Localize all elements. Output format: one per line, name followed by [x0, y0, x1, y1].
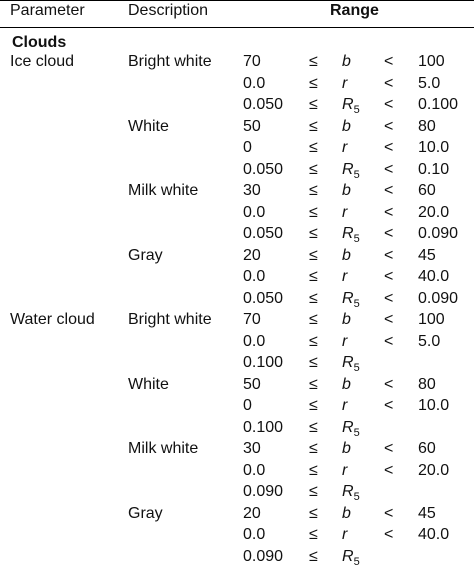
description-cell: Gray	[128, 504, 163, 522]
variable-symbol: R	[342, 354, 354, 371]
variable-cell	[342, 266, 347, 288]
lower-operator-cell: ≤	[309, 117, 318, 135]
variable-symbol: r	[342, 332, 348, 350]
lower-operator-cell: ≤	[309, 397, 318, 414]
header-range: Range	[330, 2, 379, 19]
upper-bound-cell: 20.0	[418, 461, 450, 479]
upper-operator-cell: <	[384, 53, 394, 70]
variable-cell	[342, 223, 360, 245]
variable-symbol: b	[342, 311, 351, 328]
upper-operator-cell: <	[384, 117, 394, 135]
description-cell: Milk white	[128, 182, 199, 199]
upper-operator-cell: <	[384, 268, 394, 285]
upper-bound-cell: 100	[418, 311, 445, 328]
lower-operator-cell: ≤	[309, 504, 318, 522]
variable-cell	[342, 51, 351, 73]
variable-cell	[342, 288, 360, 310]
lower-bound-cell: 0	[243, 139, 252, 156]
parameter-cell: Ice cloud	[10, 53, 75, 70]
lower-operator-cell: ≤	[309, 289, 318, 307]
table-row	[0, 395, 474, 417]
table-row	[0, 288, 474, 310]
upper-operator-cell: <	[384, 397, 394, 414]
upper-bound-cell: 60	[418, 440, 436, 457]
variable-symbol: R	[342, 289, 354, 307]
variable-symbol: R	[342, 96, 354, 113]
variable-symbol: R	[342, 547, 354, 565]
variable-subscript: 5	[353, 362, 360, 374]
upper-bound-cell: 20.0	[418, 203, 450, 221]
lower-operator-cell: ≤	[309, 332, 318, 350]
variable-cell	[342, 73, 347, 95]
table-row	[0, 94, 474, 116]
description-cell: White	[128, 117, 169, 135]
upper-bound-cell: 5.0	[418, 332, 441, 350]
lower-operator-cell: ≤	[309, 160, 318, 178]
table-row	[0, 503, 474, 525]
upper-bound-cell: 40.0	[418, 268, 450, 285]
variable-symbol: r	[342, 203, 348, 221]
lower-bound-cell: 0.0	[243, 203, 266, 221]
variable-cell	[342, 159, 360, 181]
table-row	[0, 245, 474, 267]
variable-cell	[342, 438, 351, 460]
variable-cell	[342, 202, 347, 224]
variable-subscript: 5	[353, 233, 360, 245]
table-row	[0, 309, 474, 331]
upper-operator-cell: <	[384, 504, 394, 522]
table-row	[0, 546, 474, 568]
upper-operator-cell: <	[384, 74, 394, 92]
lower-operator-cell: ≤	[309, 461, 318, 479]
lower-operator-cell: ≤	[309, 182, 318, 199]
lower-bound-cell: 20	[243, 246, 261, 264]
variable-symbol: b	[342, 504, 351, 522]
description-cell: Bright white	[128, 53, 212, 70]
description-cell: Gray	[128, 246, 163, 264]
upper-bound-cell: 40.0	[418, 526, 450, 543]
table-row	[0, 202, 474, 224]
lower-bound-cell: 0.0	[243, 526, 266, 543]
lower-operator-cell: ≤	[309, 74, 318, 92]
table-row	[0, 460, 474, 482]
variable-symbol: R	[342, 418, 354, 436]
variable-cell	[342, 481, 360, 503]
lower-bound-cell: 0.050	[243, 289, 284, 307]
table-row	[0, 417, 474, 439]
lower-operator-cell: ≤	[309, 526, 318, 543]
lower-operator-cell: ≤	[309, 246, 318, 264]
lower-bound-cell: 0.100	[243, 354, 284, 371]
variable-symbol: r	[342, 461, 348, 479]
description-cell: Milk white	[128, 440, 199, 457]
upper-operator-cell: <	[384, 440, 394, 457]
lower-bound-cell: 0.0	[243, 268, 266, 285]
upper-bound-cell: 10.0	[418, 139, 450, 156]
variable-symbol: R	[342, 225, 354, 242]
upper-bound-cell: 80	[418, 375, 436, 393]
variable-cell	[342, 137, 347, 159]
variable-cell	[342, 309, 351, 331]
lower-operator-cell: ≤	[309, 96, 318, 113]
lower-operator-cell: ≤	[309, 547, 318, 565]
variable-symbol: r	[342, 139, 348, 156]
variable-cell	[342, 395, 347, 417]
upper-bound-cell: 0.090	[418, 289, 459, 307]
lower-bound-cell: 70	[243, 311, 261, 328]
lower-operator-cell: ≤	[309, 440, 318, 457]
upper-operator-cell: <	[384, 203, 394, 221]
lower-bound-cell: 30	[243, 182, 261, 199]
table-row	[0, 524, 474, 546]
lower-bound-cell: 0.050	[243, 96, 284, 113]
upper-bound-cell: 100	[418, 53, 445, 70]
table-row	[0, 116, 474, 138]
upper-bound-cell: 0.090	[418, 225, 459, 242]
table-row	[0, 352, 474, 374]
upper-operator-cell: <	[384, 139, 394, 156]
upper-bound-cell: 5.0	[418, 74, 441, 92]
lower-operator-cell: ≤	[309, 53, 318, 70]
lower-operator-cell: ≤	[309, 483, 318, 500]
lower-bound-cell: 0.0	[243, 461, 266, 479]
description-cell: Bright white	[128, 311, 212, 328]
table-row	[0, 374, 474, 396]
table-row	[0, 73, 474, 95]
upper-bound-cell: 10.0	[418, 397, 450, 414]
lower-operator-cell: ≤	[309, 139, 318, 156]
variable-cell	[342, 245, 351, 267]
lower-operator-cell: ≤	[309, 375, 318, 393]
upper-bound-cell: 80	[418, 117, 436, 135]
variable-cell	[342, 524, 347, 546]
upper-bound-cell: 0.10	[418, 160, 450, 178]
variable-cell	[342, 352, 360, 374]
lower-operator-cell: ≤	[309, 311, 318, 328]
lower-bound-cell: 0.090	[243, 483, 284, 500]
lower-operator-cell: ≤	[309, 418, 318, 436]
lower-operator-cell: ≤	[309, 225, 318, 242]
variable-symbol: R	[342, 160, 354, 178]
variable-cell	[342, 374, 351, 396]
variable-cell	[342, 331, 347, 353]
variable-subscript: 5	[353, 297, 360, 310]
lower-bound-cell: 20	[243, 504, 261, 522]
upper-operator-cell: <	[384, 182, 394, 199]
variable-symbol: R	[342, 483, 354, 500]
variable-symbol: b	[342, 375, 351, 393]
variable-cell	[342, 94, 360, 116]
variable-cell	[342, 417, 360, 439]
group-label-clouds: Clouds	[12, 34, 67, 51]
lower-bound-cell: 50	[243, 117, 261, 135]
variable-subscript: 5	[353, 426, 360, 439]
table-row	[0, 51, 474, 73]
table-header	[0, 0, 474, 28]
lower-bound-cell: 50	[243, 375, 261, 393]
table-row	[0, 438, 474, 460]
variable-subscript: 5	[353, 104, 360, 116]
header-description: Description	[128, 2, 209, 19]
upper-operator-cell: <	[384, 332, 394, 350]
variable-symbol: r	[342, 74, 348, 92]
upper-operator-cell: <	[384, 289, 394, 307]
upper-operator-cell: <	[384, 160, 394, 178]
upper-operator-cell: <	[384, 526, 394, 543]
table-row	[0, 331, 474, 353]
table-row	[0, 137, 474, 159]
variable-subscript: 5	[353, 555, 360, 568]
lower-bound-cell: 0.100	[243, 418, 284, 436]
variable-symbol: b	[342, 117, 351, 135]
upper-operator-cell: <	[384, 225, 394, 242]
lower-operator-cell: ≤	[309, 354, 318, 371]
lower-bound-cell: 30	[243, 440, 261, 457]
upper-operator-cell: <	[384, 311, 394, 328]
lower-bound-cell: 0	[243, 397, 252, 414]
variable-symbol: b	[342, 246, 351, 264]
table-row	[0, 266, 474, 288]
upper-bound-cell: 45	[418, 504, 436, 522]
upper-operator-cell: <	[384, 375, 394, 393]
upper-operator-cell: <	[384, 246, 394, 264]
variable-subscript: 5	[353, 491, 360, 503]
variable-cell	[342, 116, 351, 138]
table-row	[0, 481, 474, 503]
variable-symbol: r	[342, 526, 348, 543]
upper-bound-cell: 0.100	[418, 96, 459, 113]
variable-symbol: b	[342, 182, 351, 199]
lower-bound-cell: 0.0	[243, 74, 266, 92]
upper-operator-cell: <	[384, 96, 394, 113]
lower-bound-cell: 0.0	[243, 332, 266, 350]
lower-bound-cell: 0.050	[243, 225, 284, 242]
table-row	[0, 223, 474, 245]
parameter-cell: Water cloud	[10, 311, 95, 328]
table-row	[0, 159, 474, 181]
lower-operator-cell: ≤	[309, 203, 318, 221]
upper-bound-cell: 45	[418, 246, 436, 264]
variable-symbol: r	[342, 268, 348, 285]
variable-cell	[342, 546, 360, 568]
lower-bound-cell: 70	[243, 53, 261, 70]
variable-cell	[342, 460, 347, 482]
variable-symbol: r	[342, 397, 348, 414]
variable-symbol: b	[342, 53, 351, 70]
upper-bound-cell: 60	[418, 182, 436, 199]
variable-symbol: b	[342, 440, 351, 457]
lower-operator-cell: ≤	[309, 268, 318, 285]
variable-cell	[342, 180, 351, 202]
variable-subscript: 5	[353, 168, 360, 181]
upper-operator-cell: <	[384, 461, 394, 479]
table-row	[0, 180, 474, 202]
variable-cell	[342, 503, 351, 525]
header-parameter: Parameter	[10, 2, 85, 19]
lower-bound-cell: 0.050	[243, 160, 284, 178]
lower-bound-cell: 0.090	[243, 547, 284, 565]
description-cell: White	[128, 375, 169, 393]
